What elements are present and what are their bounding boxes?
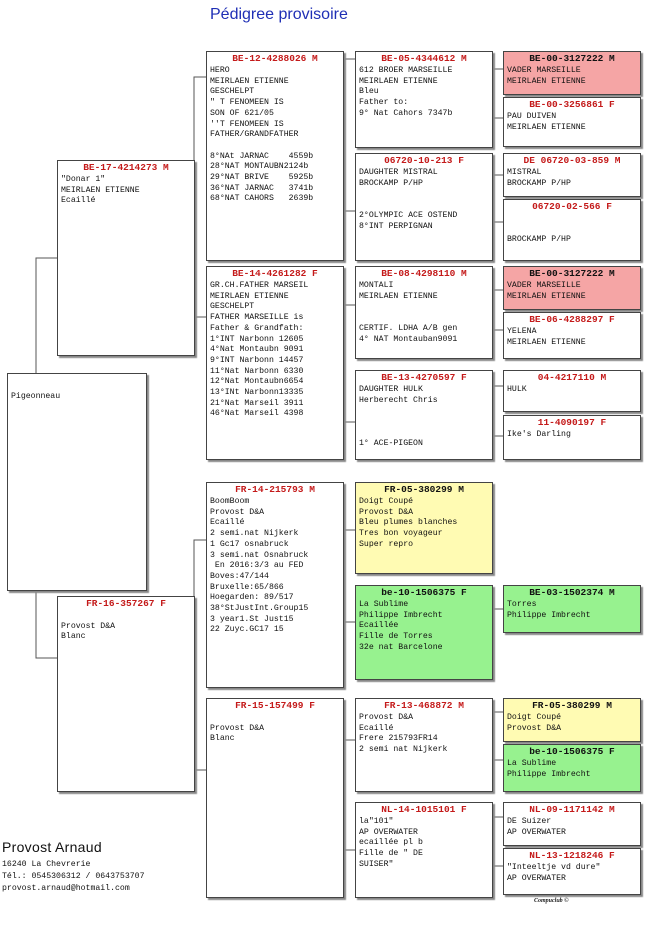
pedigree-g4-6: [503, 312, 641, 359]
pedigree-g4-11: [503, 744, 641, 792]
pigeon-info: [58, 611, 194, 643]
info-line: AP OVERWATER: [507, 873, 566, 883]
info-line: 12°Nat Montaubn6654: [210, 377, 304, 387]
info-line: 3 semi.nat Osnabruck: [210, 550, 309, 560]
subject-pigeon: [7, 373, 147, 591]
owner-block: [2, 839, 202, 895]
pigeon-info: [356, 281, 492, 345]
ring-number: BE-00-3256861 F: [529, 99, 615, 110]
pigeon-info: [356, 600, 492, 654]
info-line: GR.CH.FATHER MARSEIL: [210, 281, 309, 290]
ring-number: be-10-1506375 F: [381, 587, 467, 598]
info-line: Bleu: [359, 87, 379, 97]
info-line: 1 Gc17 osnabruck: [210, 539, 289, 549]
pedigree-ssd: [355, 153, 493, 261]
info-line: HULK: [507, 385, 527, 394]
info-line: 68°NAT CAHORS 2639b: [210, 194, 314, 204]
pigeon-info: [504, 168, 640, 189]
ring-number: BE-00-3127222 M: [529, 268, 615, 279]
info-line: MEIRLAEN ETIENNE: [359, 291, 438, 301]
info-line: 2 semi nat Nijkerk: [359, 745, 448, 755]
ring-number: BE-00-3127222 M: [529, 53, 615, 64]
info-line: Super repro: [359, 539, 414, 549]
info-line: YELENA: [507, 327, 537, 336]
info-line: Blanc: [61, 632, 86, 642]
info-line: VADER MARSEILLE: [507, 281, 581, 290]
info-line: [210, 141, 340, 152]
pigeon-info: [504, 430, 640, 441]
info-line: [359, 302, 489, 313]
info-line: BoomBoom: [210, 497, 250, 506]
info-line: MISTRAL: [507, 168, 542, 177]
info-line: VADER MARSEILLE: [507, 66, 581, 75]
info-line: Philippe Imbrecht: [359, 610, 443, 620]
owner-email: provost.arnaud@hotmail.com: [2, 884, 130, 893]
info-line: 9° Nat Cahors 7347b: [359, 108, 453, 118]
ring-number: BE-14-4261282 F: [232, 268, 318, 279]
pedigree-g4-7: [503, 370, 641, 412]
ring-number: 06720-10-213 F: [384, 155, 464, 166]
info-line: 3 year1.St Just15: [210, 614, 294, 624]
info-line: Doigt Coupé: [359, 497, 414, 506]
info-line: Philippe Imbrecht: [507, 769, 591, 779]
pigeon-info: [504, 385, 640, 396]
ring-number: 11-4090197 F: [537, 417, 607, 428]
info-line: 36°NAT JARNAC 3741b: [210, 183, 314, 193]
pigeon-info: [207, 281, 343, 420]
pedigree-sss: [355, 51, 493, 148]
pigeon-info: [207, 497, 343, 636]
info-line: "Donar 1": [61, 175, 106, 184]
info-line: MEIRLAEN ETIENNE: [61, 185, 140, 195]
info-line: Bruxelle:65/866: [210, 582, 284, 592]
info-line: Frere 215793FR14: [359, 734, 438, 744]
info-line: Ecaillée: [359, 621, 399, 631]
pedigree-g4-10: [503, 698, 641, 742]
info-line: [210, 713, 340, 724]
info-line: 1° ACE-PIGEON: [359, 438, 423, 448]
info-line: 13°INt Narbonn13335: [210, 388, 304, 398]
pigeon-info: [356, 497, 492, 551]
info-line: [359, 417, 489, 428]
info-line: Ecaillé: [359, 723, 394, 733]
info-line: Hoegarden: 89/517: [210, 593, 294, 603]
info-line: BROCKAMP P/HP: [507, 178, 571, 188]
ring-number: FR-05-380299 M: [384, 484, 464, 495]
ring-number: BE-12-4288026 M: [232, 53, 318, 64]
pigeon-info: [58, 175, 194, 207]
pigeon-info: [504, 66, 640, 87]
info-line: Tres bon voyageur: [359, 529, 443, 539]
pedigree-dsd: [355, 585, 493, 680]
info-line: [359, 406, 489, 417]
pigeon-info: [504, 759, 640, 780]
info-line: 4°Nat Montaubn 9091: [210, 345, 304, 355]
info-line: MEIRLAEN ETIENNE: [507, 122, 586, 132]
info-line: 612 BROER MARSEILLE: [359, 66, 453, 75]
info-line: Doigt Coupé: [507, 713, 562, 722]
pedigree-sire: [57, 160, 195, 356]
ring-number: FR-14-215793 M: [235, 484, 315, 495]
info-line: GESCHELPT: [210, 302, 255, 312]
info-line: 8°NAt JARNAC 4559b: [210, 151, 314, 161]
ring-number: 06720-02-566 F: [532, 201, 612, 212]
pigeon-info: [356, 168, 492, 232]
ring-number: BE-03-1502374 M: [529, 587, 615, 598]
pedigree-g4-8: [503, 415, 641, 460]
pigeon-info: [504, 817, 640, 838]
ring-number: BE-08-4298110 M: [381, 268, 467, 279]
info-line: Ike's Darling: [507, 430, 571, 439]
info-line: Provost D&A: [210, 723, 265, 733]
info-line: 38°StJustInt.Group15: [210, 604, 309, 614]
info-line: AP OVERWATER: [507, 827, 566, 837]
ring-number: DE 06720-03-859 M: [523, 155, 621, 166]
pigeon-info: [504, 863, 640, 884]
info-line: [359, 428, 489, 439]
pedigree-dds: [355, 698, 493, 792]
info-line: MEIRLAEN ETIENNE: [507, 76, 586, 86]
pedigree-sire-dam: [206, 266, 344, 460]
info-line: "Inteeltje vd dure": [507, 863, 601, 872]
info-line: 21°Nat Marseil 3911: [210, 398, 304, 408]
ring-number: BE-17-4214273 M: [83, 162, 169, 173]
info-line: Father to:: [359, 98, 409, 108]
pigeon-info: [504, 327, 640, 348]
info-line: MEIRLAEN ETIENNE: [507, 337, 586, 347]
info-line: DAUGHTER MISTRAL: [359, 168, 438, 177]
credit-logo: Compuclub ©: [534, 898, 569, 904]
pedigree-sds: [355, 266, 493, 359]
info-line: 32e nat Barcelone: [359, 642, 443, 652]
info-line: [507, 214, 637, 225]
info-line: MEIRLAEN ETIENNE: [210, 76, 289, 86]
info-line: 11°Nat Narbonn 6330: [210, 366, 304, 376]
info-line: [507, 225, 637, 236]
owner-address: 16240 La Chevrerie: [2, 860, 91, 869]
info-line: [61, 611, 191, 622]
info-line: Herberecht Chris: [359, 395, 438, 405]
info-line: GESCHELPT: [210, 87, 255, 97]
info-line: FATHER MARSEILLE is: [210, 313, 304, 323]
info-line: FATHER/GRANDFATHER: [210, 130, 299, 140]
ring-number: FR-15-157499 F: [235, 700, 315, 711]
ring-number: BE-05-4344612 M: [381, 53, 467, 64]
subject-name: Pigeonneau: [11, 392, 61, 401]
info-line: DE Suizer: [507, 817, 552, 826]
info-line: MEIRLAEN ETIENNE: [210, 291, 289, 301]
ring-number: NL-09-1171142 M: [529, 804, 615, 815]
pedigree-g4-5: [503, 266, 641, 310]
info-line: ''T FENOMEEN IS: [210, 119, 284, 129]
ring-number: FR-05-380299 M: [532, 700, 612, 711]
info-line: [359, 189, 489, 200]
info-line: MEIRLAEN ETIENNE: [507, 291, 586, 301]
info-line: Provost D&A: [359, 713, 414, 722]
info-line: Bleu plumes blanches: [359, 518, 458, 528]
pedigree-dam-dam: [206, 698, 344, 898]
info-line: Ecaillé: [61, 196, 96, 206]
info-line: Fille de Torres: [359, 632, 433, 642]
pigeon-info: [504, 281, 640, 302]
pedigree-sdd: [355, 370, 493, 460]
page-title: Pédigree provisoire: [210, 6, 348, 23]
info-line: La Sublime: [359, 600, 409, 609]
ring-number: BE-06-4288297 F: [529, 314, 615, 325]
info-line: Philippe Imbrecht: [507, 610, 591, 620]
ring-number: FR-16-357267 F: [86, 598, 166, 609]
pedigree-sire-sire: [206, 51, 344, 261]
info-line: 1°INT Narbonn 12605: [210, 334, 304, 344]
info-line: SUISER": [359, 859, 394, 869]
info-line: SON OF 621/05: [210, 108, 274, 118]
info-line: 2°OLYMPIC ACE OSTEND: [359, 210, 458, 220]
info-line: Boves:47/144: [210, 571, 269, 581]
pedigree-ddd: [355, 802, 493, 898]
info-line: DAUGHTER HULK: [359, 385, 423, 394]
pigeon-info: [504, 713, 640, 734]
info-line: [359, 200, 489, 211]
pigeon-info: [504, 112, 640, 133]
pedigree-g4-2: [503, 97, 641, 147]
pedigree-g4-3: [503, 153, 641, 197]
pedigree-g4-13: [503, 848, 641, 895]
owner-name: Provost Arnaud: [2, 839, 102, 855]
info-line: Fille de " DE: [359, 849, 423, 859]
info-line: Provost D&A: [507, 723, 562, 733]
info-line: Provost D&A: [210, 507, 265, 517]
info-line: La Sublime: [507, 759, 557, 768]
info-line: ecaillée pl b: [359, 838, 423, 848]
pedigree-dam: [57, 596, 195, 792]
info-line: la"101": [359, 817, 394, 826]
info-line: Blanc: [210, 734, 235, 744]
pigeon-info: [356, 817, 492, 871]
pedigree-g4-1: [503, 51, 641, 95]
pigeon-info: [504, 214, 640, 246]
info-line: 22 Zuyc.GC17 15: [210, 625, 284, 635]
info-line: BROCKAMP P/HP: [507, 235, 571, 245]
ring-number: BE-13-4270597 F: [381, 372, 467, 383]
info-line: PAU DUIVEN: [507, 112, 557, 121]
info-line: HERO: [210, 66, 230, 75]
pigeon-info: [356, 385, 492, 449]
info-line: En 2016:3/3 au FED: [210, 561, 304, 571]
info-line: Father & Grandfath:: [210, 323, 304, 333]
ring-number: be-10-1506375 F: [529, 746, 615, 757]
info-line: 29°NAT BRIVE 5925b: [210, 173, 314, 183]
info-line: Ecaillé: [210, 518, 245, 528]
ring-number: NL-14-1015101 F: [381, 804, 467, 815]
pedigree-dam-sire: [206, 482, 344, 688]
info-line: 4° NAT Montauban9091: [359, 334, 458, 344]
pedigree-g4-12: [503, 802, 641, 846]
info-line: " T FENOMEEN IS: [210, 98, 284, 108]
pigeon-info: [356, 713, 492, 756]
pedigree-g4-9: [503, 585, 641, 633]
info-line: 9°INT Narbonn 14457: [210, 355, 304, 365]
info-line: Provost D&A: [61, 621, 116, 631]
info-line: 8°INT PERPIGNAN: [359, 221, 433, 231]
pigeon-info: [504, 600, 640, 621]
ring-number: 04-4217110 M: [537, 372, 607, 383]
info-line: 2 semi.nat Nijkerk: [210, 529, 299, 539]
pigeon-info: [356, 66, 492, 120]
info-line: Torres: [507, 600, 537, 609]
pedigree-dss: [355, 482, 493, 574]
info-line: MONTALI: [359, 281, 394, 290]
info-line: [359, 313, 489, 324]
info-line: 28°NAT MONTAUBN2124b: [210, 162, 309, 172]
ring-number: NL-13-1218246 F: [529, 850, 615, 861]
owner-phone: Tél.: 0545306312 / 0643753707: [2, 872, 145, 881]
info-line: MEIRLAEN ETIENNE: [359, 76, 438, 86]
info-line: 46°Nat Marseil 4398: [210, 409, 304, 419]
info-line: BROCKAMP P/HP: [359, 178, 423, 188]
pedigree-g4-4: [503, 199, 641, 261]
info-line: AP OVERWATER: [359, 827, 418, 837]
info-line: CERTIF. LDHA A/B gen: [359, 323, 458, 333]
pigeon-info: [207, 713, 343, 745]
pigeon-info: [207, 66, 343, 205]
info-line: Provost D&A: [359, 507, 414, 517]
ring-number: FR-13-468872 M: [384, 700, 464, 711]
